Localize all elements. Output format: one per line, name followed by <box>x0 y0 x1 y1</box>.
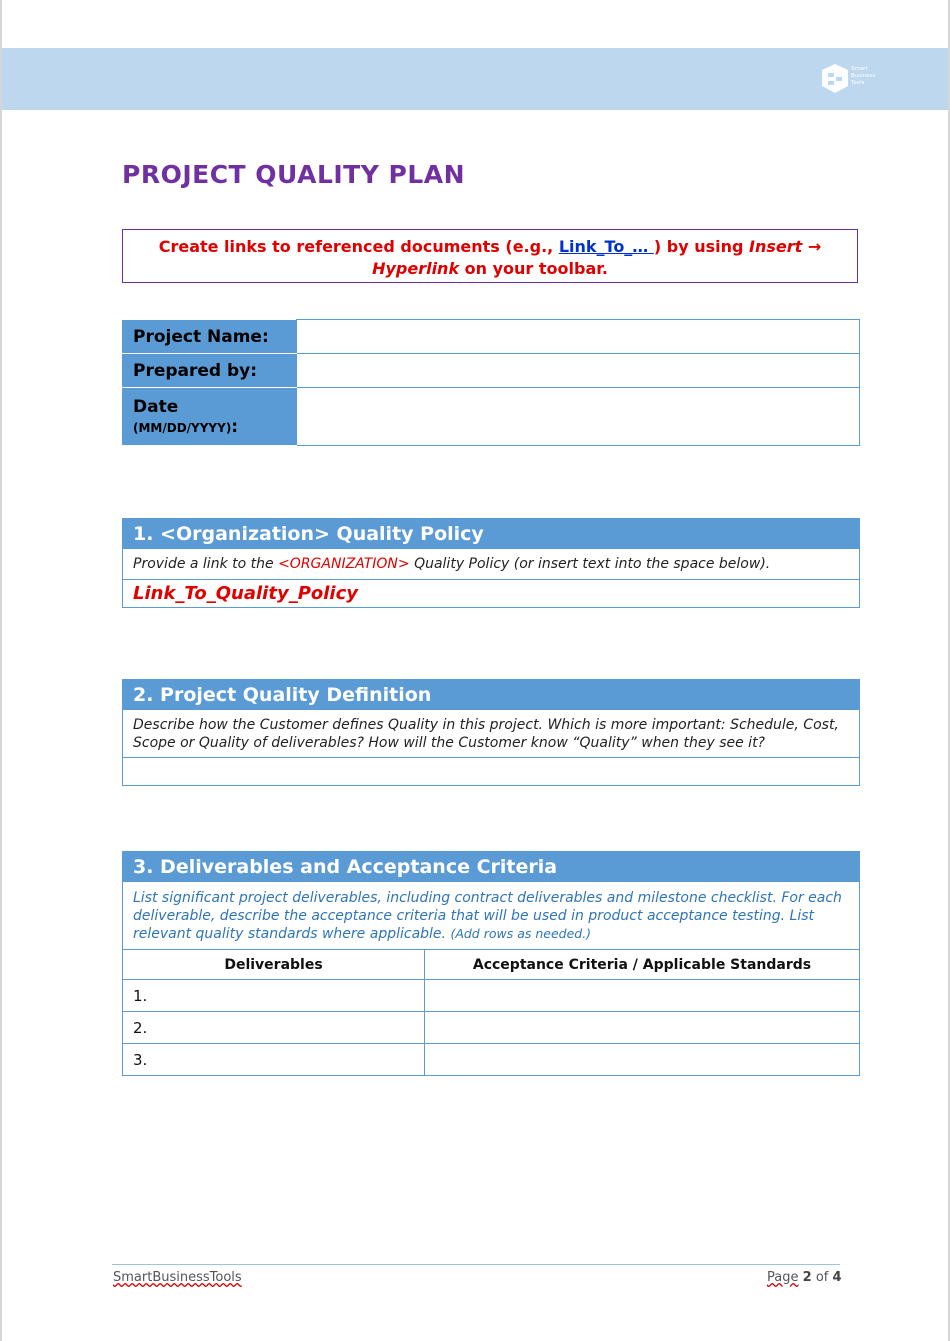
section2-input-area[interactable] <box>123 758 860 786</box>
header-band <box>2 48 948 110</box>
prepared-by-label: Prepared by: <box>123 354 297 388</box>
document-title: PROJECT QUALITY PLAN <box>122 160 466 189</box>
project-name-label: Project Name: <box>123 320 297 354</box>
section3-heading: 3. Deliverables and Acceptance Criteria <box>123 852 860 882</box>
criteria-cell-2[interactable] <box>425 1012 860 1044</box>
quality-policy-link[interactable]: Link_To_Quality_Policy <box>123 580 860 608</box>
section-deliverables <box>122 851 860 1076</box>
deliverable-row-3[interactable]: 3. <box>123 1044 425 1076</box>
section1-heading: 1. <Organization> Quality Policy <box>123 519 860 549</box>
footer-page-number: Page 2 of 4 <box>767 1270 842 1285</box>
footer-company: SmartBusinessTools <box>113 1270 242 1285</box>
example-link[interactable]: Link_To_… <box>558 237 654 256</box>
logo-text: Smart Business Tools <box>851 66 876 86</box>
project-info-table <box>122 319 860 446</box>
section-quality-policy <box>122 518 860 608</box>
section2-heading: 2. Project Quality Definition <box>123 680 860 710</box>
instruction-notice: Create links to referenced documents (e.g., Link_To_… ) by using Insert → Hyperlink on your toolbar. <box>122 229 858 283</box>
project-name-field[interactable] <box>297 320 860 354</box>
date-label: Date (MM/DD/YYYY): <box>123 388 297 446</box>
deliverable-row-1[interactable]: 1. <box>123 980 425 1012</box>
deliverable-row-2[interactable]: 2. <box>123 1012 425 1044</box>
prepared-by-field[interactable] <box>297 354 860 388</box>
date-field[interactable] <box>297 388 860 446</box>
page-edge-left <box>0 0 2 1341</box>
section3-description: List significant project deliverables, including contract deliverables and milestone checklist. For each deliverable, describe the acceptance criteria that will be used in product acceptance testing. List relevant quality standards where applicable. (Add rows as needed.) <box>123 882 860 950</box>
criteria-cell-3[interactable] <box>425 1044 860 1076</box>
section-quality-definition <box>122 679 860 786</box>
section1-description: Provide a link to the <ORGANIZATION> Quality Policy (or insert text into the space below). <box>123 549 860 580</box>
footer-divider <box>112 1264 840 1265</box>
section2-description: Describe how the Customer defines Quality in this project. Which is more important: Schedule, Cost, Scope or Quality of deliverables? How will the Customer know “Quality” when they see it? <box>123 710 860 758</box>
criteria-column-header: Acceptance Criteria / Applicable Standards <box>425 950 860 980</box>
criteria-cell-1[interactable] <box>425 980 860 1012</box>
deliverables-column-header: Deliverables <box>123 950 425 980</box>
